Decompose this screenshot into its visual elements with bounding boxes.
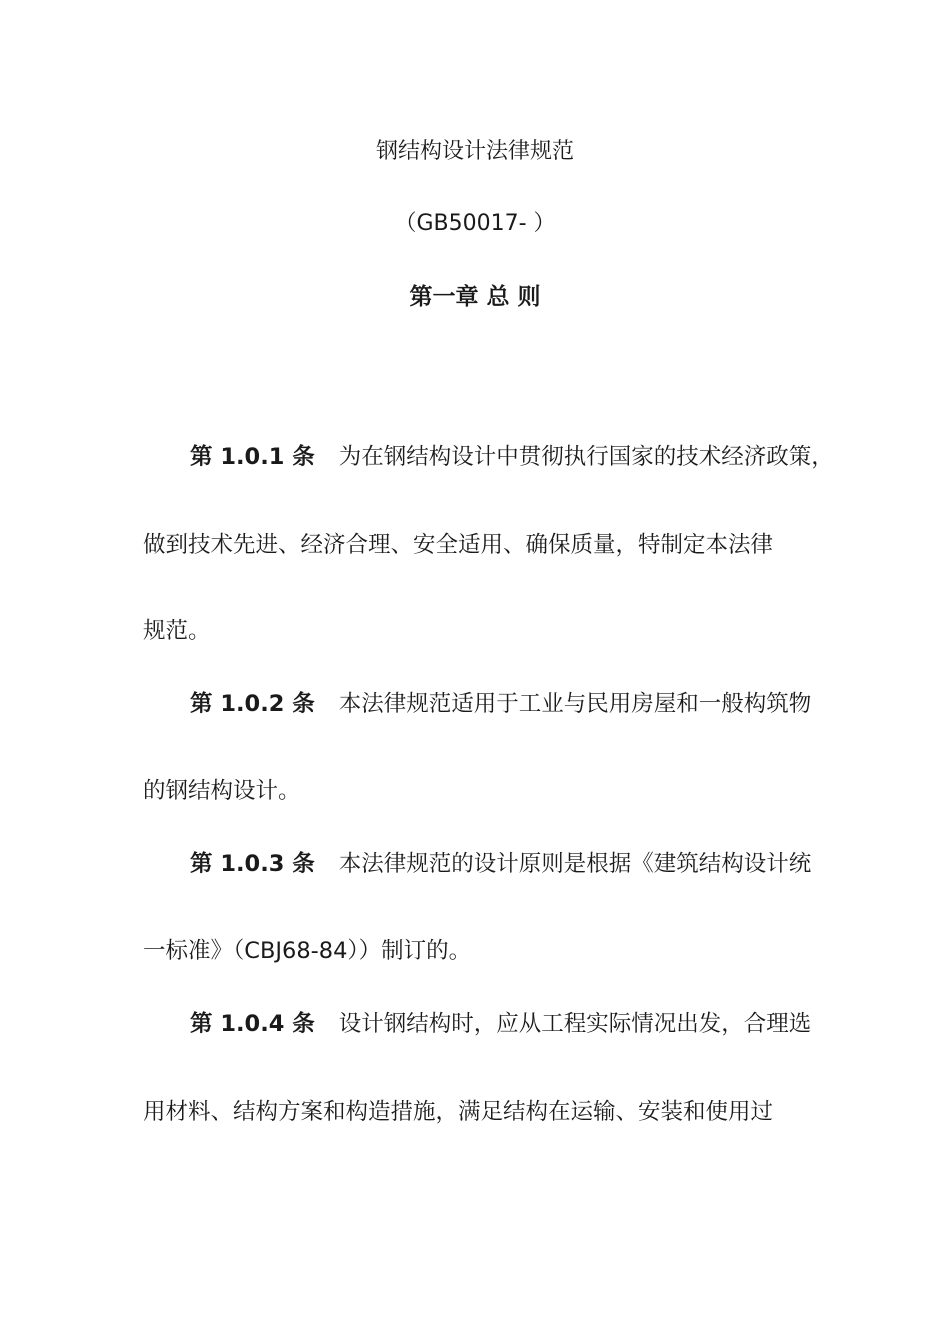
article-1-first-line xyxy=(190,441,834,473)
article-3-text: 本法律规范的设计原则是根据《建筑结构设计统 xyxy=(338,851,812,877)
article-4-line-2: 用材料、结构方案和构造措施，满足结构在运输、安装和使用过 xyxy=(143,1099,774,1125)
chapter-heading: 第一章 总 则 xyxy=(409,284,541,310)
article-3-number: 第 1.0.3 条 xyxy=(190,851,315,877)
article-2-text: 本法律规范适用于工业与民用房屋和一般构筑物 xyxy=(338,691,812,717)
article-1-number: 第 1.0.1 条 xyxy=(190,444,315,470)
article-4-number: 第 1.0.4 条 xyxy=(190,1011,315,1037)
article-1-line-2: 做到技术先进、经济合理、安全适用、确保质量，特制定本法律 xyxy=(143,532,774,558)
document-title: 钢结构设计法律规范 xyxy=(375,139,574,164)
article-3-line-2: 一标准》（CBJ68-84））制订的。 xyxy=(143,938,472,964)
article-2-line-2: 的钢结构设计。 xyxy=(143,778,301,804)
article-4-first-line xyxy=(190,1008,811,1040)
document-code: （GB50017- ） xyxy=(394,211,556,236)
article-1-text: 为在钢结构设计中贯彻执行国家的技术经济政策， xyxy=(338,444,834,470)
article-2-number: 第 1.0.2 条 xyxy=(190,691,315,717)
article-3-first-line xyxy=(190,848,811,880)
article-4-text: 设计钢结构时，应从工程实际情况出发，合理选 xyxy=(338,1011,812,1037)
article-2-first-line xyxy=(190,688,811,720)
article-1-line-3: 规范。 xyxy=(143,618,211,644)
